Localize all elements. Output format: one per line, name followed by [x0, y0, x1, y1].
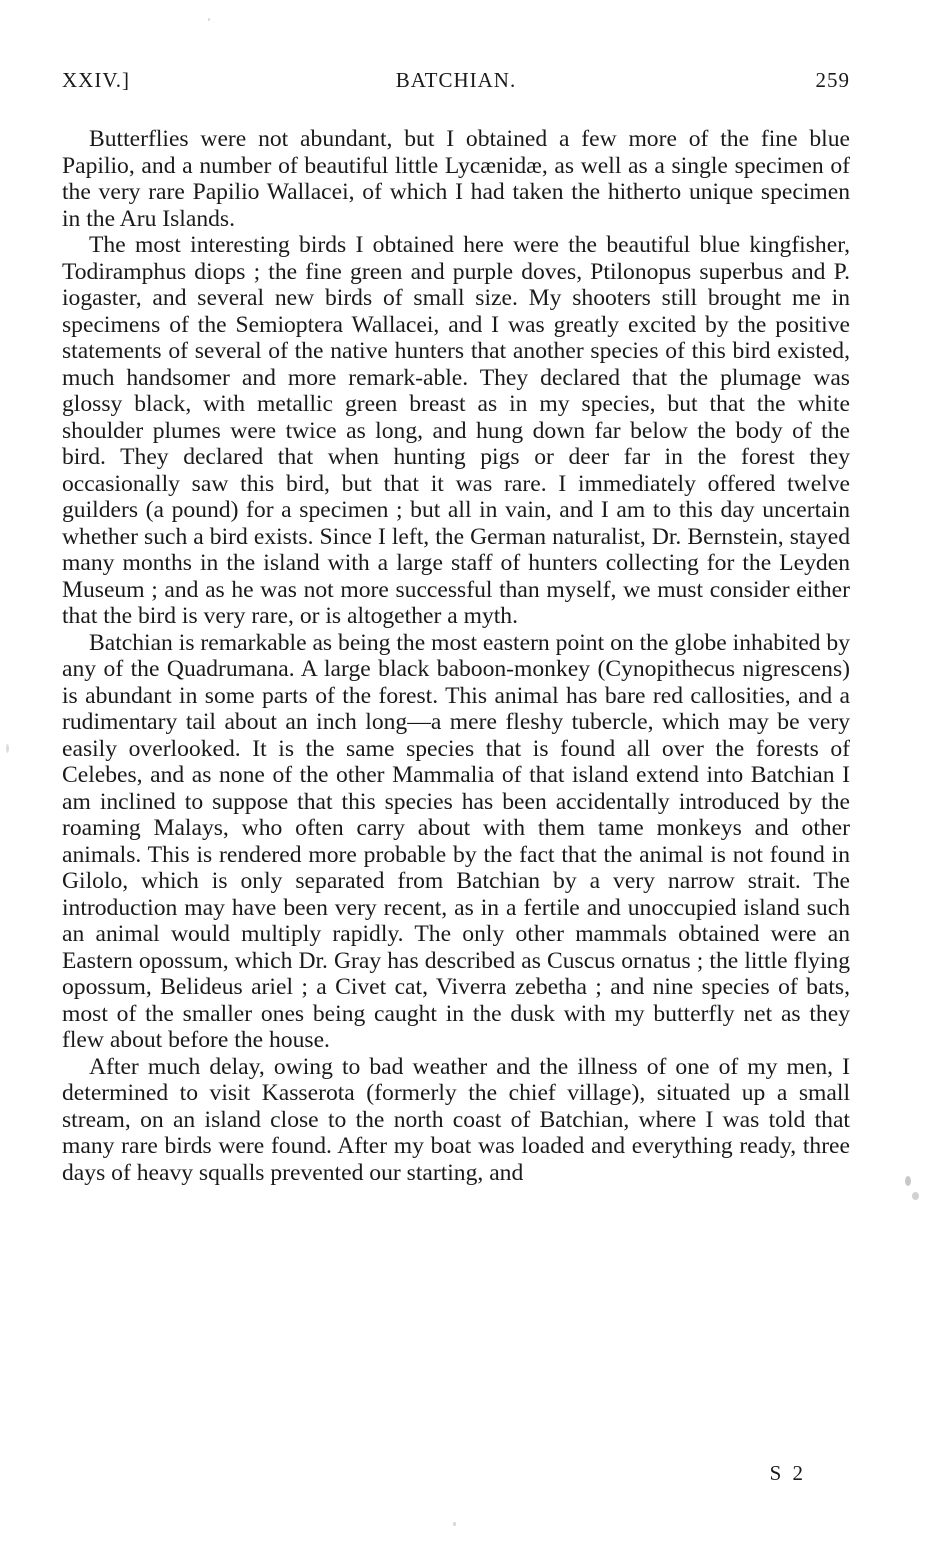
page-number: 259: [815, 68, 850, 92]
scan-speck: [912, 1192, 919, 1200]
scan-speck: [905, 1176, 911, 1186]
paragraph-butterflies: Butterflies were not abundant, but I obtained a few more of the fine blue Papilio, and a number of beautiful little Lycænidæ, as well as a single specimen of the very rare Papilio Wallacei, of which I had taken the hitherto unique specimen in the Aru Islands.: [62, 126, 850, 232]
paragraph-quadrumana: Batchian is remarkable as being the most eastern point on the globe inhabited by any of the Quadrumana. A large black baboon-monkey (Cynopithecus nigrescens) is abundant in some parts of the forest. This animal has bare red callosities, and a rudimentary tail about an inch long—a mere fleshy tubercle, which may be very easily overlooked. It is the same species that is found all over the forests of Celebes, and as none of the other Mammalia of that island extend into Batchian I am inclined to suppose that this species has been accidentally introduced by the roaming Malays, who often carry about with them tame monkeys and other animals. This is rendered more probable by the fact that the animal is not found in Gilolo, which is only separated from Batchian by a very narrow strait. The introduction may have been very recent, as in a fertile and unoccupied island such an animal would multiply rapidly. The only other mammals obtained were an Eastern opossum, which Dr. Gray has described as Cuscus ornatus ; the little flying opossum, Belideus ariel ; a Civet cat, Viverra zebetha ; and nine species of bats, most of the smaller ones being caught in the dusk with my butterfly net as they flew about before the house.: [62, 629, 850, 1053]
scan-speck: [453, 1522, 456, 1526]
scan-speck: [6, 744, 9, 753]
chapter-number: XXIV.]: [62, 68, 131, 92]
chapter-title: BATCHIAN.: [395, 68, 517, 92]
paragraph-kasserota: After much delay, owing to bad weather and the illness of one of my men, I determined to visit Kasserota (formerly the chief village), situated up a small stream, on an island close to the north coast of Batchian, where I was told that many rare birds were found. After my boat was loaded and everything ready, three days of heavy squalls prevented our starting, and: [62, 1053, 850, 1186]
signature-mark: S 2: [769, 1461, 806, 1485]
scan-speck: [208, 18, 210, 21]
paragraph-birds: The most interesting birds I obtained here were the beautiful blue kingfisher, Todiramphus diops ; the fine green and purple doves, Ptilonopus superbus and P. iogaster, and several new birds of small size. My shooters still brought me in specimens of the Semioptera Wallacei, and I was greatly excited by the positive statements of several of the native hunters that another species of this bird existed, much handsomer and more remark-able. They declared that the plumage was glossy black, with metallic green breast as in my species, but that the white shoulder plumes were twice as long, and hung down far below the body of the bird. They declared that when hunting pigs or deer far in the forest they occasionally saw this bird, but that it was rare. I immediately offered twelve guilders (a pound) for a specimen ; but all in vain, and I am to this day uncertain whether such a bird exists. Since I left, the German naturalist, Dr. Bernstein, stayed many months in the island with a large staff of hunters collecting for the Leyden Museum ; and as he was not more successful than myself, we must consider either that the bird is very rare, or is altogether a myth.: [62, 232, 850, 629]
running-head: [62, 68, 850, 98]
body-text: [62, 126, 850, 1186]
